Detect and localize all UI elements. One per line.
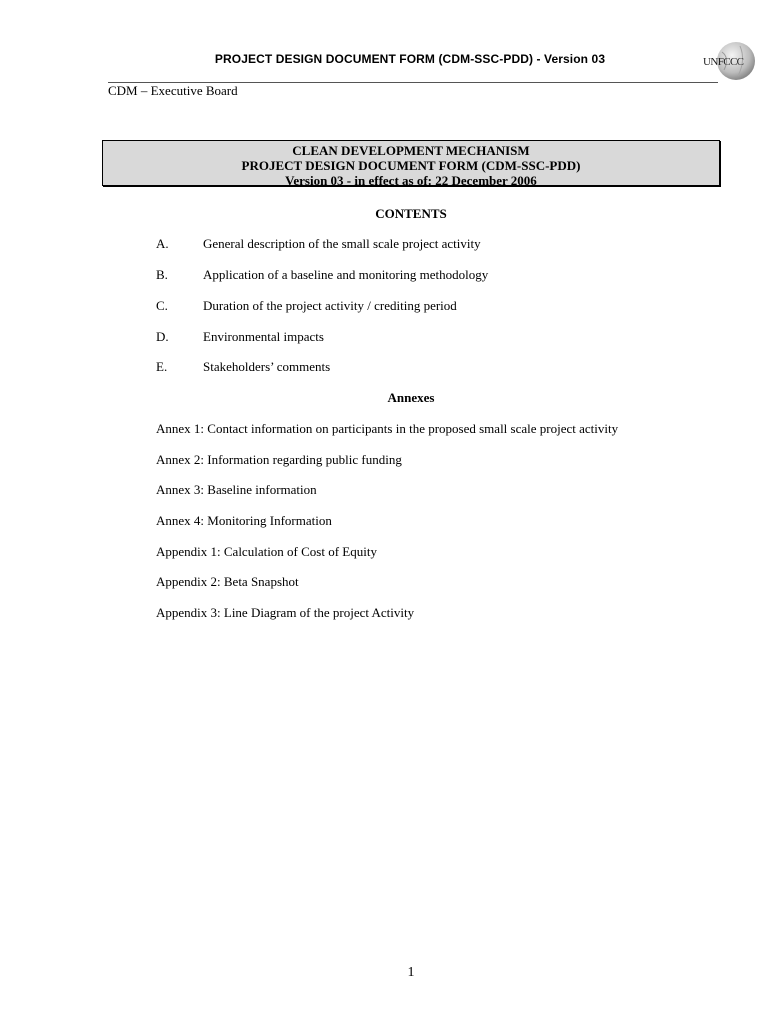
page-number: 1	[407, 965, 415, 980]
toc-text: Stakeholders’ comments	[203, 359, 331, 374]
toc-letter: E.	[156, 359, 168, 374]
toc-letter: D.	[156, 329, 169, 344]
annex-item: Annex 4: Monitoring Information	[156, 513, 332, 528]
title-line-1: CLEAN DEVELOPMENT MECHANISM	[292, 143, 530, 158]
title-line-3: Version 03 - in effect as of: 22 December 2006	[285, 173, 537, 188]
annex-item: Annex 2: Information regarding public funding	[156, 452, 402, 467]
toc-text: Environmental impacts	[203, 329, 324, 344]
appendix-item: Appendix 3: Line Diagram of the project Activity	[156, 605, 415, 620]
annex-item: Annex 1: Contact information on participants in the proposed small scale project activity	[156, 421, 619, 436]
toc-letter: C.	[156, 298, 168, 313]
svg-text:UNFCCC: UNFCCC	[703, 56, 744, 68]
toc-text: Duration of the project activity / crediting period	[203, 298, 457, 313]
unfccc-logo	[700, 40, 758, 82]
appendix-item: Appendix 2: Beta Snapshot	[156, 574, 299, 589]
annex-item: Annex 3: Baseline information	[156, 482, 317, 497]
toc-text: General description of the small scale project activity	[203, 236, 481, 251]
title-box	[102, 140, 720, 186]
contents-heading: CONTENTS	[375, 206, 447, 221]
toc-letter: B.	[156, 267, 168, 282]
appendix-item: Appendix 1: Calculation of Cost of Equity	[156, 544, 377, 559]
toc-text: Application of a baseline and monitoring methodology	[203, 267, 489, 282]
annexes-heading: Annexes	[387, 390, 435, 405]
title-line-2: PROJECT DESIGN DOCUMENT FORM (CDM-SSC-PDD)	[241, 158, 581, 173]
toc-letter: A.	[156, 236, 169, 251]
executive-board-label: CDM – Executive Board	[108, 83, 238, 98]
header-title: PROJECT DESIGN DOCUMENT FORM (CDM-SSC-PDD) - Version 03	[214, 52, 606, 66]
